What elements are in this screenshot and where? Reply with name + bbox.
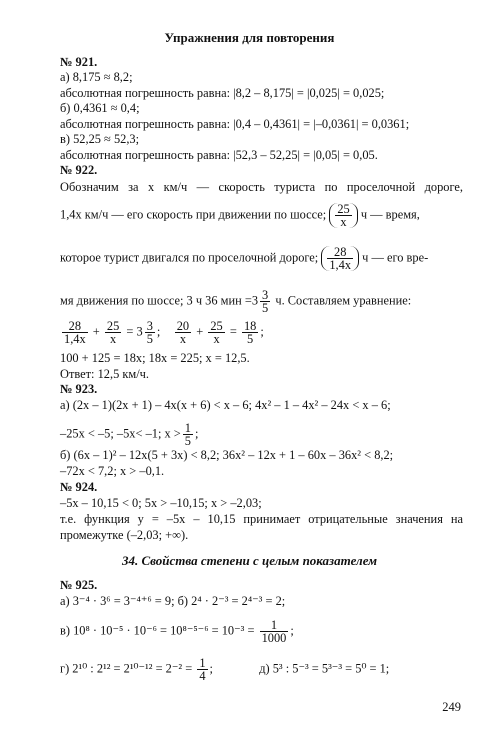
page-number: 249	[442, 700, 461, 714]
problem-921-b-error: абсолютная погрешность равна: |0,4 – 0,4361| = |–0,0361| = 0,0361;	[60, 117, 410, 131]
problem-923-a-line1: а) (2x – 1)(2x + 1) – 4x(x + 6) < x – 6; 4x² – 1 – 4x² – 24x < x – 6;	[60, 398, 391, 412]
numerator: 3	[146, 319, 153, 333]
problem-925-line1: а) 3⁻⁴ · 3⁶ = 3⁻⁴⁺⁶ = 9; б) 2⁴ · 2⁻³ = 2⁴⁻³ = 2;	[60, 594, 286, 608]
problem-921-c-error: абсолютная погрешность равна: |52,3 – 52,25| = |0,05| = 0,05.	[60, 148, 378, 162]
problem-922-number: № 922.	[60, 163, 98, 177]
problem-922-line2	[60, 203, 463, 228]
operator: +	[92, 324, 100, 339]
problem-924-number: № 924.	[60, 480, 98, 494]
numerator: 20	[176, 319, 190, 333]
denominator: 1,4x	[64, 332, 86, 346]
problem-925-number: № 925.	[60, 578, 98, 592]
problem-921-number: № 921.	[60, 55, 98, 69]
problem-923-b-line2: –72x < 7,2; x > –0,1.	[60, 464, 165, 478]
problem-923-b-line1: б) (6x – 1)² – 12x(5 + 3x) < 8,2; 36x² – 12x + 1 – 60x – 36x² < 8,2;	[60, 448, 394, 462]
problem-922-answer: Ответ: 12,5 км/ч.	[60, 367, 150, 381]
text: д) 5³ : 5⁻³ = 5³⁻³ = 5⁰ = 1;	[259, 661, 390, 676]
numerator: 1	[184, 421, 191, 435]
problem-922-solution: 100 + 125 = 18x; 18x = 225; x = 12,5.	[60, 351, 250, 365]
text: ч — его вре-	[362, 250, 429, 265]
problem-921-b: б) 0,4361 ≈ 0,4;	[60, 101, 140, 115]
fraction	[242, 320, 258, 345]
fraction	[208, 320, 224, 345]
problem-922-equations	[60, 320, 463, 345]
problem-922-line1: Обозначим за x км/ч — скорость туриста по проселочной дороге,	[60, 180, 463, 194]
fraction	[327, 246, 353, 271]
denominator: 4	[199, 669, 206, 683]
text: 1,4x км/ч — его скорость при движении по шоссе;	[60, 207, 327, 222]
problem-925-line3	[60, 657, 463, 682]
denominator: x	[213, 332, 220, 346]
denominator: 5	[146, 332, 153, 346]
text: г) 2¹⁰ : 2¹² = 2¹⁰⁻¹² = 2⁻² =	[60, 661, 193, 676]
fraction	[197, 657, 207, 682]
separator: ;	[260, 324, 264, 339]
fraction	[105, 320, 121, 345]
text: ч. Составляем уравнение:	[275, 293, 412, 308]
numerator: 28	[62, 320, 88, 333]
numerator: 25	[210, 319, 223, 333]
separator: ;	[156, 324, 161, 339]
numerator: 25	[106, 319, 120, 333]
operator: +	[196, 324, 204, 339]
operator: = 3	[126, 324, 143, 339]
fraction	[183, 422, 193, 447]
section-title: 34. Свойства степени с целым показателем	[121, 553, 378, 568]
separator: ;	[209, 661, 213, 676]
text: в) 10⁸ · 10⁻⁵ · 10⁻⁶ = 10⁸⁻⁵⁻⁶ = 10⁻³ =	[60, 623, 255, 638]
fraction	[260, 619, 289, 644]
page-title: Упражнения для повторения	[164, 30, 335, 45]
time-fraction-paren	[321, 246, 359, 271]
denominator: 5	[184, 434, 191, 448]
numerator: 1	[260, 619, 289, 632]
problem-922-line3	[60, 246, 463, 271]
numerator: 3	[262, 288, 269, 302]
problem-925-line2	[60, 619, 463, 644]
time-fraction-paren	[329, 203, 357, 228]
problem-923-a-line2	[60, 422, 463, 447]
problem-921-a-error: абсолютная погрешность равна: |8,2 – 8,175| = |0,025| = 0,025;	[60, 86, 385, 100]
denominator: x	[340, 215, 347, 229]
fraction	[260, 289, 270, 314]
text: мя движения по шоссе; 3 ч 36 мин =	[60, 293, 252, 308]
separator: ;	[194, 426, 199, 441]
fraction	[145, 320, 155, 345]
numerator: 25	[337, 202, 350, 216]
fraction	[175, 320, 191, 345]
problem-922-line4	[60, 289, 463, 314]
problem-921-a: а) 8,175 ≈ 8,2;	[60, 70, 133, 84]
problem-924-line2: т.е. функция y = –5x – 10,15 принимает отрицательные значения на	[60, 512, 463, 526]
problem-924-line3: промежутке (–2,03; +∞).	[60, 528, 189, 542]
numerator: 28	[327, 246, 353, 259]
mixed-number	[252, 289, 272, 314]
problem-924-line1: –5x – 10,15 < 0; 5x > –10,15; x > –2,03;	[60, 496, 262, 510]
numerator: 18	[243, 319, 257, 333]
whole: 3	[251, 293, 259, 308]
text: –25x < –5; –5x< –1; x >	[60, 426, 181, 441]
operator: =	[229, 324, 237, 339]
separator: ;	[290, 623, 294, 638]
denominator: 1,4x	[329, 258, 352, 272]
numerator: 1	[199, 656, 206, 670]
problem-921-c: в) 52,25 ≈ 52,3;	[60, 132, 140, 146]
denominator: 1000	[261, 631, 287, 645]
denominator: x	[110, 332, 117, 346]
text: которое турист двигался по проселочной дороге;	[60, 250, 319, 265]
fraction	[62, 320, 88, 345]
text: ч — время,	[360, 207, 420, 222]
fraction	[335, 203, 351, 228]
problem-923-number: № 923.	[60, 382, 98, 396]
denominator: 5	[247, 332, 254, 346]
denominator: 5	[262, 301, 269, 315]
denominator: x	[179, 332, 187, 346]
